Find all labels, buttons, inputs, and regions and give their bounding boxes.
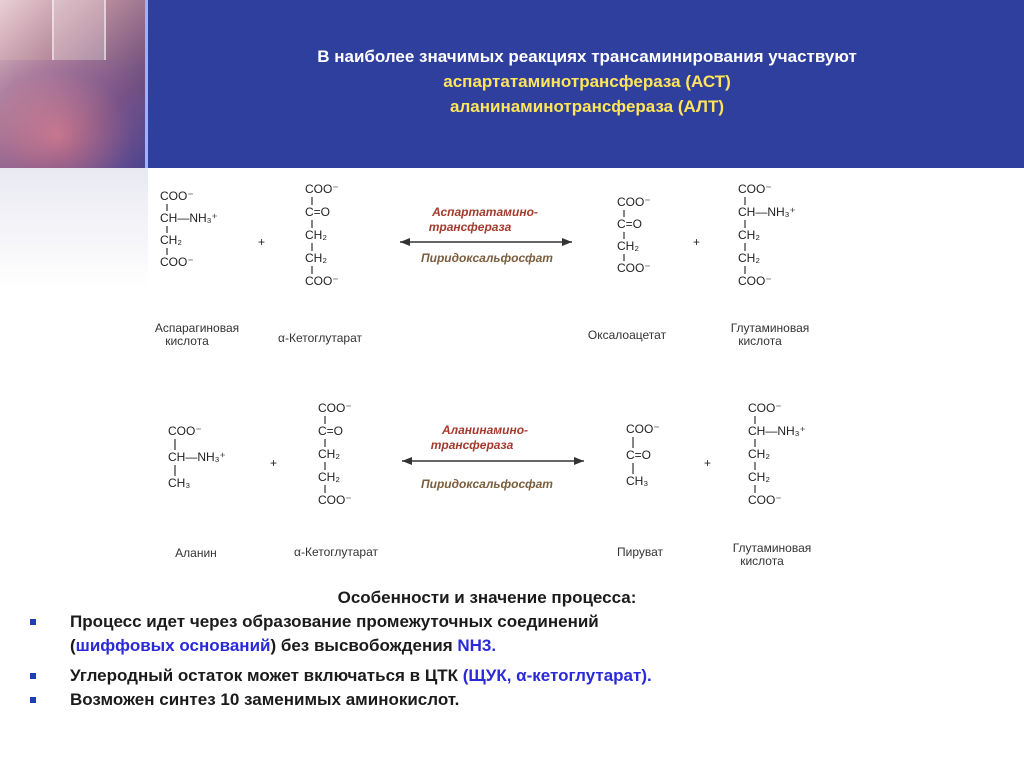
reaction2-enzyme-line1: Аланинамино- bbox=[441, 423, 529, 437]
compound-name: α-Кетоглутарат bbox=[294, 545, 378, 559]
compound-name: Аланин bbox=[175, 546, 217, 560]
formula-row: CH₃ bbox=[168, 476, 191, 490]
formula-row: COO⁻ bbox=[318, 493, 352, 507]
formula-row: COO⁻ bbox=[617, 261, 651, 275]
compound-name: Глутаминовая bbox=[732, 541, 812, 555]
bullet-square-icon bbox=[30, 673, 36, 679]
formula-row: COO⁻ bbox=[748, 493, 782, 507]
formula-row: COO⁻ bbox=[305, 274, 339, 288]
reaction2-plus-left: + bbox=[270, 456, 278, 470]
formula-row: CH—NH₃⁺ bbox=[748, 424, 806, 438]
formula-row: CH₂ bbox=[318, 447, 340, 461]
schiff-bases-text: шиффовых оснований bbox=[75, 636, 271, 655]
formula-row: COO⁻ bbox=[738, 182, 772, 196]
formula-row: COO⁻ bbox=[160, 189, 194, 203]
bullet-2 bbox=[36, 664, 996, 688]
title-ast: аспартатаминотрансфераза (АСТ) bbox=[443, 72, 731, 91]
formula-row: CH₂ bbox=[738, 228, 760, 242]
formula-row: CH₂ bbox=[748, 470, 770, 484]
formula-row: COO⁻ bbox=[617, 195, 651, 209]
compound-name-line2: кислота bbox=[740, 554, 784, 568]
bullet-2-text: Углеродный остаток может включаться в ЦТК bbox=[70, 666, 463, 685]
reaction1-cofactor: Пиридоксальфосфат bbox=[421, 251, 553, 265]
formula-row: CH₂ bbox=[318, 470, 340, 484]
nh3-text: NH3. bbox=[457, 636, 497, 655]
formula-row: COO⁻ bbox=[160, 255, 194, 269]
reaction1-plus-right: + bbox=[693, 235, 701, 249]
compound-name: α-Кетоглутарат bbox=[278, 331, 362, 345]
formula-row: CH₃ bbox=[626, 474, 649, 488]
bullet-square-icon bbox=[30, 697, 36, 703]
formula-row: CH₂ bbox=[748, 447, 770, 461]
formula-row: C=O bbox=[617, 217, 643, 231]
reaction1-plus-left: + bbox=[258, 235, 266, 249]
bullet-3 bbox=[36, 688, 996, 712]
formula-row: COO⁻ bbox=[626, 422, 660, 436]
formula-row: COO⁻ bbox=[318, 401, 352, 415]
compound-name: Пируват bbox=[616, 545, 664, 559]
formula-row: COO⁻ bbox=[168, 424, 202, 438]
reaction2-enzyme-line2: трансфераза bbox=[430, 438, 514, 452]
formula-row: COO⁻ bbox=[748, 401, 782, 415]
molecule-reaction1-substrate1 bbox=[155, 189, 239, 348]
structures-layer bbox=[155, 182, 811, 568]
formula-row: CH₂ bbox=[738, 251, 760, 265]
compound-name: Глутаминовая bbox=[730, 321, 810, 335]
slide-title: В наиболее значимых реакциях трансаминирования участвуют bbox=[317, 47, 857, 66]
molecule-reaction1-substrate2 bbox=[278, 182, 362, 345]
formula-row: CH₂ bbox=[160, 233, 182, 247]
bullet-1-line-b: (шиффовых оснований) без высвобождения NH3. bbox=[70, 636, 497, 655]
formula-row: CH₂ bbox=[305, 251, 327, 265]
features-title: Особенности и значение процесса: bbox=[337, 588, 637, 607]
reaction1-arrow-head-right bbox=[562, 238, 572, 246]
molecule-reaction1-product2 bbox=[731, 182, 810, 348]
bullet-2-blue-text: (ЩУК, α-кетоглутарат). bbox=[462, 666, 652, 685]
formula-row: CH₂ bbox=[305, 228, 327, 242]
molecule-reaction2-substrate1 bbox=[168, 424, 226, 560]
formula-row: C=O bbox=[305, 205, 331, 219]
bullet-square-icon bbox=[30, 619, 36, 625]
molecule-reaction1-product1 bbox=[588, 195, 667, 342]
reaction2-arrow-head-right bbox=[574, 457, 584, 465]
bullet-1-line-a: Процесс идет через образование промежуточных соединений bbox=[70, 612, 599, 631]
reaction2-arrow-head-left bbox=[402, 457, 412, 465]
formula-row: COO⁻ bbox=[305, 182, 339, 196]
formula-row: CH—NH₃⁺ bbox=[738, 205, 796, 219]
compound-name: Аспарагиновая bbox=[154, 321, 240, 335]
formula-row: C=O bbox=[626, 448, 652, 462]
bullet-1 bbox=[36, 610, 996, 658]
formula-row: CH—NH₃⁺ bbox=[168, 450, 226, 464]
formula-row: C=O bbox=[318, 424, 344, 438]
reaction1-enzyme-line2: трансфераза bbox=[428, 220, 512, 234]
reaction2-plus-right: + bbox=[704, 456, 712, 470]
title-alt: аланинаминотрансфераза (АЛТ) bbox=[450, 97, 724, 116]
reaction2-cofactor: Пиридоксальфосфат bbox=[421, 477, 553, 491]
bullet-3-text: Возможен синтез 10 заменимых аминокислот. bbox=[70, 690, 460, 709]
formula-row: COO⁻ bbox=[738, 274, 772, 288]
molecule-reaction2-substrate2 bbox=[294, 401, 378, 559]
molecule-reaction2-product2 bbox=[733, 401, 812, 568]
formula-row: CH—NH₃⁺ bbox=[160, 211, 218, 225]
formula-row: CH₂ bbox=[617, 239, 639, 253]
compound-name: Оксалоацетат bbox=[587, 328, 667, 342]
reaction1-enzyme-line1: Аспартатамино- bbox=[432, 205, 538, 219]
reaction1-arrow-head-left bbox=[400, 238, 410, 246]
compound-name-line2: кислота bbox=[165, 334, 209, 348]
molecule-reaction2-product1 bbox=[617, 422, 664, 559]
compound-name-line2: кислота bbox=[738, 334, 782, 348]
